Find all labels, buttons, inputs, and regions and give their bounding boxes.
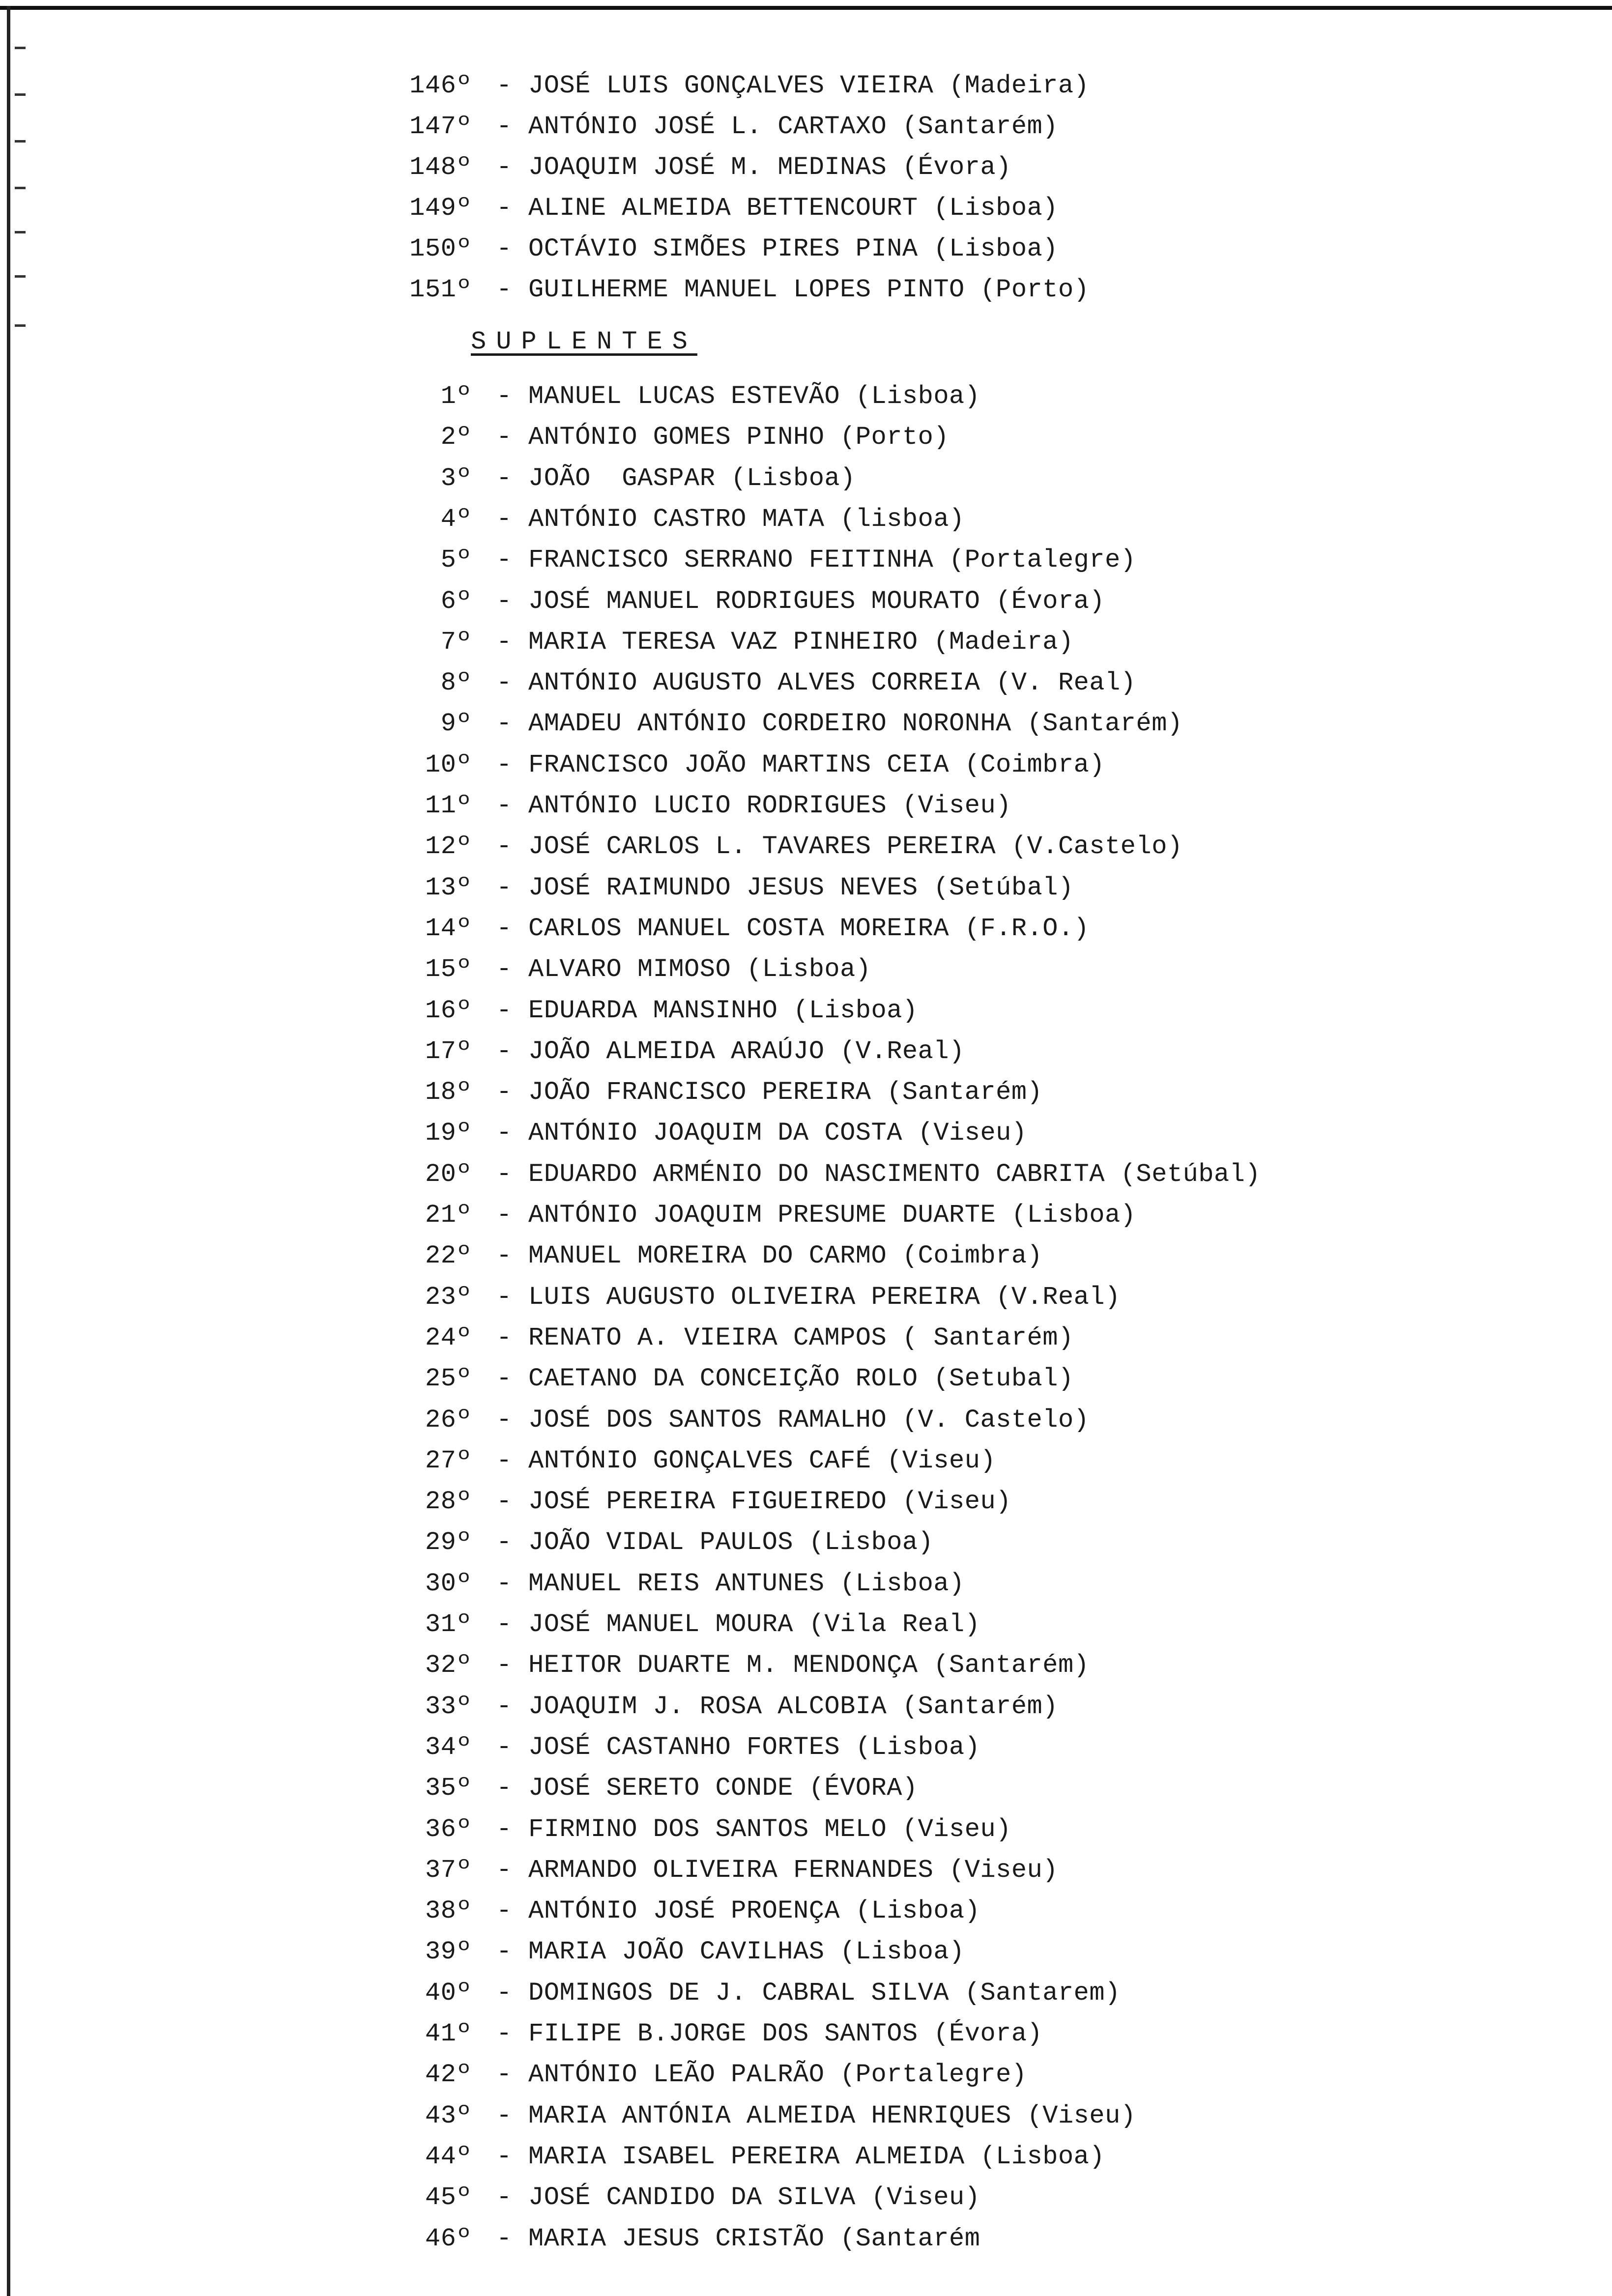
entry-name: JOSÉ PEREIRA FIGUEIREDO (Viseu): [528, 1487, 1011, 1517]
entry-dash: -: [496, 668, 512, 698]
entry-number: 7º: [440, 627, 472, 657]
entry-name: ANTÓNIO AUGUSTO ALVES CORREIA (V. Real): [528, 668, 1136, 698]
entry-name: CAETANO DA CONCEIÇÃO ROLO (Setubal): [528, 1364, 1074, 1394]
entry-number: 46º: [425, 2224, 472, 2253]
entry-name: JOÃO VIDAL PAULOS (Lisboa): [528, 1528, 934, 1557]
entry-number: 148º: [409, 153, 472, 182]
entry-number: 19º: [425, 1119, 472, 1148]
entry-name: ANTÓNIO LUCIO RODRIGUES (Viseu): [528, 791, 1011, 820]
entry-dash: -: [496, 2101, 512, 2130]
entry-name: FIRMINO DOS SANTOS MELO (Viseu): [528, 1814, 1011, 1844]
entry-dash: -: [496, 234, 512, 263]
entry-number: 14º: [425, 914, 472, 943]
entry-number: 41º: [425, 2019, 472, 2048]
entry-number: 2º: [440, 423, 472, 452]
entry-name: JOSÉ MANUEL RODRIGUES MOURATO (Évora): [528, 586, 1105, 616]
entry-dash: -: [496, 1651, 512, 1680]
entry-name: ARMANDO OLIVEIRA FERNANDES (Viseu): [528, 1855, 1058, 1885]
entry-number: 36º: [425, 1814, 472, 1844]
entry-dash: -: [496, 2183, 512, 2212]
entry-dash: -: [496, 1732, 512, 1762]
entry-dash: -: [496, 873, 512, 902]
entry-name: JOSÉ DOS SANTOS RAMALHO (V. Castelo): [528, 1405, 1090, 1435]
entry-number: 42º: [425, 2060, 472, 2090]
entry-name: EDUARDO ARMÉNIO DO NASCIMENTO CABRITA (Setúbal): [528, 1159, 1261, 1189]
entry-name: JOSÉ RAIMUNDO JESUS NEVES (Setúbal): [528, 873, 1074, 902]
entry-number: 17º: [425, 1036, 472, 1066]
entry-dash: -: [496, 1446, 512, 1475]
entry-dash: -: [496, 1078, 512, 1107]
entry-name: MARIA ANTÓNIA ALMEIDA HENRIQUES (Viseu): [528, 2101, 1136, 2130]
suplentes-heading: SUPLENTES: [471, 327, 697, 356]
entry-dash: -: [496, 1282, 512, 1312]
entry-dash: -: [496, 1159, 512, 1189]
entry-name: FRANCISCO JOÃO MARTINS CEIA (Coimbra): [528, 750, 1105, 779]
entry-name: EDUARDA MANSINHO (Lisboa): [528, 996, 918, 1025]
entry-name: CARLOS MANUEL COSTA MOREIRA (F.R.O.): [528, 914, 1090, 943]
entry-name: MANUEL MOREIRA DO CARMO (Coimbra): [528, 1241, 1043, 1271]
entry-number: 21º: [425, 1201, 472, 1230]
entry-number: 30º: [425, 1569, 472, 1598]
entry-number: 12º: [425, 832, 472, 861]
entry-name: ALINE ALMEIDA BETTENCOURT (Lisboa): [528, 194, 1058, 223]
entry-name: DOMINGOS DE J. CABRAL SILVA (Santarem): [528, 1978, 1121, 2008]
entry-number: 15º: [425, 955, 472, 984]
entry-name: JOÃO ALMEIDA ARAÚJO (V.Real): [528, 1036, 965, 1066]
entry-number: 32º: [425, 1651, 472, 1680]
entry-dash: -: [496, 2060, 512, 2090]
entry-dash: -: [496, 1119, 512, 1148]
entry-name: ANTÓNIO JOAQUIM DA COSTA (Viseu): [528, 1119, 1027, 1148]
entry-dash: -: [496, 1364, 512, 1394]
entry-name: JOSÉ SERETO CONDE (ÉVORA): [528, 1774, 918, 1803]
entry-name: JOSÉ MANUEL MOURA (Vila Real): [528, 1610, 980, 1639]
entry-name: FRANCISCO SERRANO FEITINHA (Portalegre): [528, 545, 1136, 575]
entry-dash: -: [496, 1569, 512, 1598]
entry-dash: -: [496, 463, 512, 493]
entry-name: ANTÓNIO JOSÉ L. CARTAXO (Santarém): [528, 112, 1058, 141]
entry-number: 44º: [425, 2142, 472, 2171]
entry-name: ANTÓNIO JOSÉ PROENÇA (Lisboa): [528, 1896, 980, 1926]
entry-number: 6º: [440, 586, 472, 616]
entry-dash: -: [496, 1036, 512, 1066]
entry-name: ANTÓNIO GOMES PINHO (Porto): [528, 423, 950, 452]
entry-number: 28º: [425, 1487, 472, 1517]
entry-dash: -: [496, 1978, 512, 2008]
entry-dash: -: [496, 1937, 512, 1967]
entry-number: 4º: [440, 504, 472, 534]
entry-dash: -: [496, 627, 512, 657]
entry-dash: -: [496, 194, 512, 223]
entry-dash: -: [496, 545, 512, 575]
entry-dash: -: [496, 1896, 512, 1926]
entry-number: 18º: [425, 1078, 472, 1107]
entry-number: 23º: [425, 1282, 472, 1312]
entry-number: 22º: [425, 1241, 472, 1271]
entry-name: MARIA TERESA VAZ PINHEIRO (Madeira): [528, 627, 1074, 657]
entry-name: MANUEL LUCAS ESTEVÃO (Lisboa): [528, 382, 980, 411]
entry-dash: -: [496, 1405, 512, 1435]
entry-number: 35º: [425, 1774, 472, 1803]
entry-name: JOÃO GASPAR (Lisboa): [528, 463, 856, 493]
entry-number: 38º: [425, 1896, 472, 1926]
entry-number: 8º: [440, 668, 472, 698]
entry-number: 10º: [425, 750, 472, 779]
entry-dash: -: [496, 1855, 512, 1885]
entry-dash: -: [496, 275, 512, 304]
entry-number: 146º: [409, 71, 472, 100]
entry-number: 34º: [425, 1732, 472, 1762]
entry-number: 43º: [425, 2101, 472, 2130]
entry-name: LUIS AUGUSTO OLIVEIRA PEREIRA (V.Real): [528, 1282, 1121, 1312]
entry-number: 45º: [425, 2183, 472, 2212]
entry-number: 25º: [425, 1364, 472, 1394]
entry-name: MANUEL REIS ANTUNES (Lisboa): [528, 1569, 965, 1598]
entry-number: 20º: [425, 1159, 472, 1189]
entry-dash: -: [496, 2019, 512, 2048]
entry-number: 13º: [425, 873, 472, 902]
entry-number: 16º: [425, 996, 472, 1025]
entry-name: JOSÉ CASTANHO FORTES (Lisboa): [528, 1732, 980, 1762]
entry-name: ANTÓNIO GONÇALVES CAFÉ (Viseu): [528, 1446, 996, 1475]
entry-name: HEITOR DUARTE M. MENDONÇA (Santarém): [528, 1651, 1090, 1680]
entry-number: 1º: [440, 382, 472, 411]
entry-name: JOAQUIM J. ROSA ALCOBIA (Santarém): [528, 1692, 1058, 1721]
entry-dash: -: [496, 586, 512, 616]
entry-name: RENATO A. VIEIRA CAMPOS ( Santarém): [528, 1323, 1074, 1352]
entry-dash: -: [496, 1610, 512, 1639]
entry-number: 147º: [409, 112, 472, 141]
entry-dash: -: [496, 1487, 512, 1517]
entry-number: 151º: [409, 275, 472, 304]
entry-dash: -: [496, 1323, 512, 1352]
entry-dash: -: [496, 1774, 512, 1803]
entry-number: 24º: [425, 1323, 472, 1352]
entry-number: 11º: [425, 791, 472, 820]
entry-name: OCTÁVIO SIMÕES PIRES PINA (Lisboa): [528, 234, 1058, 263]
entry-name: JOSÉ CARLOS L. TAVARES PEREIRA (V.Castelo): [528, 832, 1183, 861]
entry-dash: -: [496, 791, 512, 820]
entry-number: 33º: [425, 1692, 472, 1721]
entry-number: 39º: [425, 1937, 472, 1967]
entry-name: AMADEU ANTÓNIO CORDEIRO NORONHA (Santarém): [528, 709, 1183, 739]
entry-dash: -: [496, 1814, 512, 1844]
entry-dash: -: [496, 1528, 512, 1557]
entry-number: 9º: [440, 709, 472, 739]
entry-number: 5º: [440, 545, 472, 575]
entry-dash: -: [496, 1692, 512, 1721]
entry-dash: -: [496, 2142, 512, 2171]
entry-name: ANTÓNIO LEÃO PALRÃO (Portalegre): [528, 2060, 1027, 2090]
entry-number: 26º: [425, 1405, 472, 1435]
entry-name: ALVARO MIMOSO (Lisboa): [528, 955, 871, 984]
entry-dash: -: [496, 504, 512, 534]
entry-name: FILIPE B.JORGE DOS SANTOS (Évora): [528, 2019, 1043, 2048]
entry-dash: -: [496, 1201, 512, 1230]
entry-name: JOAQUIM JOSÉ M. MEDINAS (Évora): [528, 153, 1011, 182]
entry-name: ANTÓNIO JOAQUIM PRESUME DUARTE (Lisboa): [528, 1201, 1136, 1230]
entry-dash: -: [496, 112, 512, 141]
entry-number: 37º: [425, 1855, 472, 1885]
entry-dash: -: [496, 955, 512, 984]
entry-name: JOÃO FRANCISCO PEREIRA (Santarém): [528, 1078, 1043, 1107]
entry-dash: -: [496, 832, 512, 861]
entry-dash: -: [496, 423, 512, 452]
entry-name: JOSÉ CANDIDO DA SILVA (Viseu): [528, 2183, 980, 2212]
entry-number: 149º: [409, 194, 472, 223]
entry-number: 150º: [409, 234, 472, 263]
entry-name: ANTÓNIO CASTRO MATA (lisboa): [528, 504, 965, 534]
entry-number: 27º: [425, 1446, 472, 1475]
entry-dash: -: [496, 71, 512, 100]
entry-name: MARIA JOÃO CAVILHAS (Lisboa): [528, 1937, 965, 1967]
entry-dash: -: [496, 709, 512, 739]
entry-dash: -: [496, 2224, 512, 2253]
entry-number: 31º: [425, 1610, 472, 1639]
entry-dash: -: [496, 153, 512, 182]
entry-name: MARIA JESUS CRISTÃO (Santarém: [528, 2224, 980, 2253]
entry-dash: -: [496, 750, 512, 779]
entry-number: 29º: [425, 1528, 472, 1557]
entry-name: GUILHERME MANUEL LOPES PINTO (Porto): [528, 275, 1090, 304]
entry-dash: -: [496, 996, 512, 1025]
entry-dash: -: [496, 382, 512, 411]
entry-dash: -: [496, 914, 512, 943]
entry-name: JOSÉ LUIS GONÇALVES VIEIRA (Madeira): [528, 71, 1090, 100]
entry-number: 3º: [440, 463, 472, 493]
entry-dash: -: [496, 1241, 512, 1271]
entry-number: 40º: [425, 1978, 472, 2008]
entry-name: MARIA ISABEL PEREIRA ALMEIDA (Lisboa): [528, 2142, 1105, 2171]
